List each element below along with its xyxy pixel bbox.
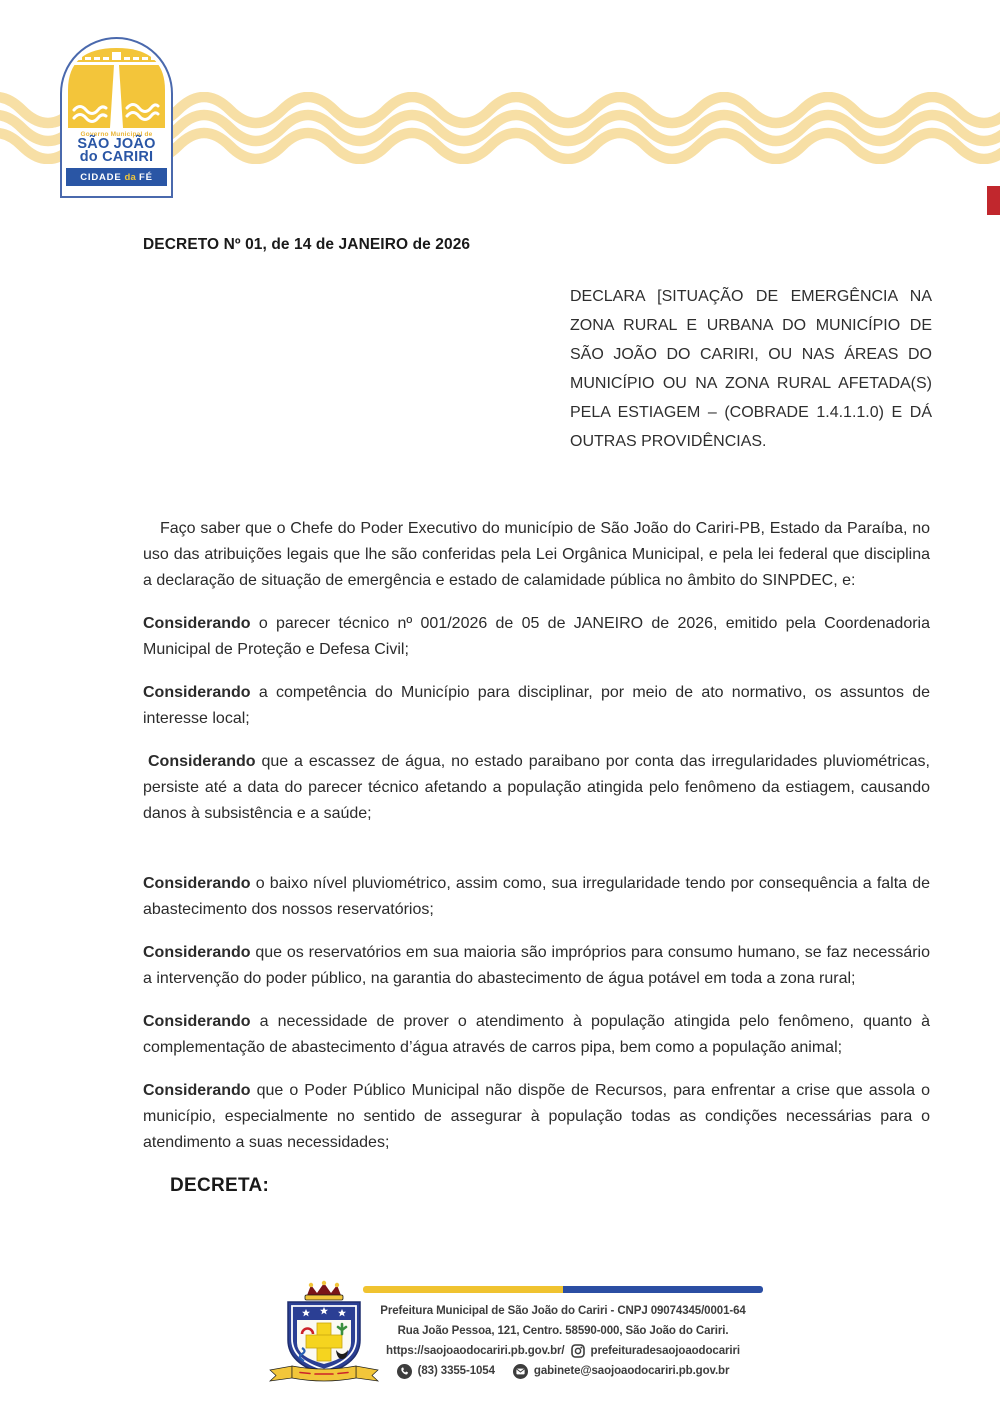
footer-org-line: Prefeitura Municipal de São João do Cariri - CNPJ 09074345/0001-64 xyxy=(380,1305,746,1317)
consideration-paragraph-5 xyxy=(143,940,930,992)
accent-bar-yellow xyxy=(363,1286,563,1293)
footer-web-line xyxy=(363,1341,763,1361)
consideration-lead: Considerando xyxy=(143,1013,251,1030)
consideration-lead: Considerando xyxy=(148,753,256,770)
consideration-text: que os reservatórios em sua maioria são impróprios para consumo humano, se faz necessário a intervenção do poder público, na garantia do abastecimento de água potável em toda a zona rural; xyxy=(143,944,930,987)
motto-word-1: CIDADE xyxy=(80,171,122,183)
phone-icon xyxy=(397,1364,412,1379)
decree-summary: DECLARA [SITUAÇÃO DE EMERGÊNCIA NA ZONA RURAL E URBANA DO MUNICÍPIO DE SÃO JOÃO DO CARIRI, OU NAS ÁREAS DO MUNICÍPIO OU NA ZONA RURAL AFETADA(S) PELA ESTIAGEM – (COBRADE 1.4.1.1.0) E DÁ OUTRAS PROVIDÊNCIAS. xyxy=(570,288,932,450)
consideration-lead: Considerando xyxy=(143,1082,251,1099)
consideration-text: a competência do Município para disciplinar, por meio de ato normativo, os assuntos de interesse local; xyxy=(143,684,930,727)
decreta-label: DECRETA: xyxy=(170,1175,270,1196)
letterhead-footer xyxy=(0,1278,1000,1398)
footer-phone: (83) 3355-1054 xyxy=(417,1365,495,1377)
motto-word-2: da xyxy=(124,171,136,183)
footer-contact-line xyxy=(363,1361,763,1381)
red-edge-mark xyxy=(987,186,1000,215)
logo-motto-banner xyxy=(66,168,167,186)
footer-accent-bar xyxy=(363,1286,763,1293)
consideration-paragraph-3 xyxy=(143,749,930,827)
motto-word-3: FÉ xyxy=(138,171,153,183)
decree-body xyxy=(143,516,930,1199)
preamble-paragraph: Faço saber que o Chefe do Poder Executivo do município de São João do Cariri-PB, Estado da Paraíba, no uso das atribuições legais que lhe são conferidas pela Lei Orgânica Municipal, e pela lei federal que disciplina a declaração de situação de emergência e estado de calamidade pública no âmbito do SINPDEC, e: xyxy=(143,520,930,589)
decree-title: DECRETO Nº 01, de 14 de JANEIRO de 2026 xyxy=(143,236,471,253)
accent-bar-blue xyxy=(563,1286,763,1293)
instagram-icon xyxy=(571,1344,585,1358)
logo-city-line2: do CARIRI xyxy=(79,149,154,165)
footer-instagram-handle: prefeituradesaojoaodocariri xyxy=(590,1345,740,1357)
consideration-paragraph-1 xyxy=(143,611,930,663)
consideration-text: que o Poder Público Municipal não dispõe de Recursos, para enfrentar a crise que assola o município, especialmente no sentido de assegurar à população todas as condições necessárias para o atendimento a suas necessidades; xyxy=(143,1082,930,1151)
email-icon xyxy=(513,1364,528,1379)
consideration-paragraph-7 xyxy=(143,1078,930,1156)
logo-city-line1: SÃO JOÃO xyxy=(77,136,156,152)
consideration-text: a necessidade de prover o atendimento à população atingida pelo fenômeno, quanto à complementação de abastecimento d’água através de carros pipa, bem como a população animal; xyxy=(143,1013,930,1056)
municipal-logo xyxy=(60,37,173,198)
consideration-lead: Considerando xyxy=(143,944,251,961)
footer-email: gabinete@saojoaodocariri.pb.gov.br xyxy=(533,1365,730,1377)
logo-gov-label: Governo Municipal de xyxy=(80,131,153,138)
footer-address-line: Rua João Pessoa, 121, Centro. 58590-000, São João do Cariri. xyxy=(397,1325,729,1337)
consideration-paragraph-6 xyxy=(143,1009,930,1061)
consideration-text: que a escassez de água, no estado paraibano por conta das irregularidades pluviométricas, persiste até a data do parecer técnico afetando a população atingida pelo fenômeno da estiagem, causando danos à subsistência e a saúde; xyxy=(143,753,930,822)
consideration-text: o baixo nível pluviométrico, assim como, sua irregularidade tendo por consequência a falta de abastecimento dos nossos reservatórios; xyxy=(143,875,930,918)
consideration-lead: Considerando xyxy=(143,684,251,701)
footer-website: https://saojoaodocariri.pb.gov.br/ xyxy=(386,1345,565,1357)
consideration-paragraph-2 xyxy=(143,680,930,732)
consideration-lead: Considerando xyxy=(143,615,251,632)
consideration-text: o parecer técnico nº 001/2026 de 05 de JANEIRO de 2026, emitido pela Coordenadoria Municipal de Proteção e Defesa Civil; xyxy=(143,615,930,658)
footer-info-block xyxy=(363,1286,763,1381)
consideration-paragraph-4 xyxy=(143,871,930,923)
lighthouse-dam-icon xyxy=(68,48,165,128)
consideration-lead: Considerando xyxy=(143,875,251,892)
